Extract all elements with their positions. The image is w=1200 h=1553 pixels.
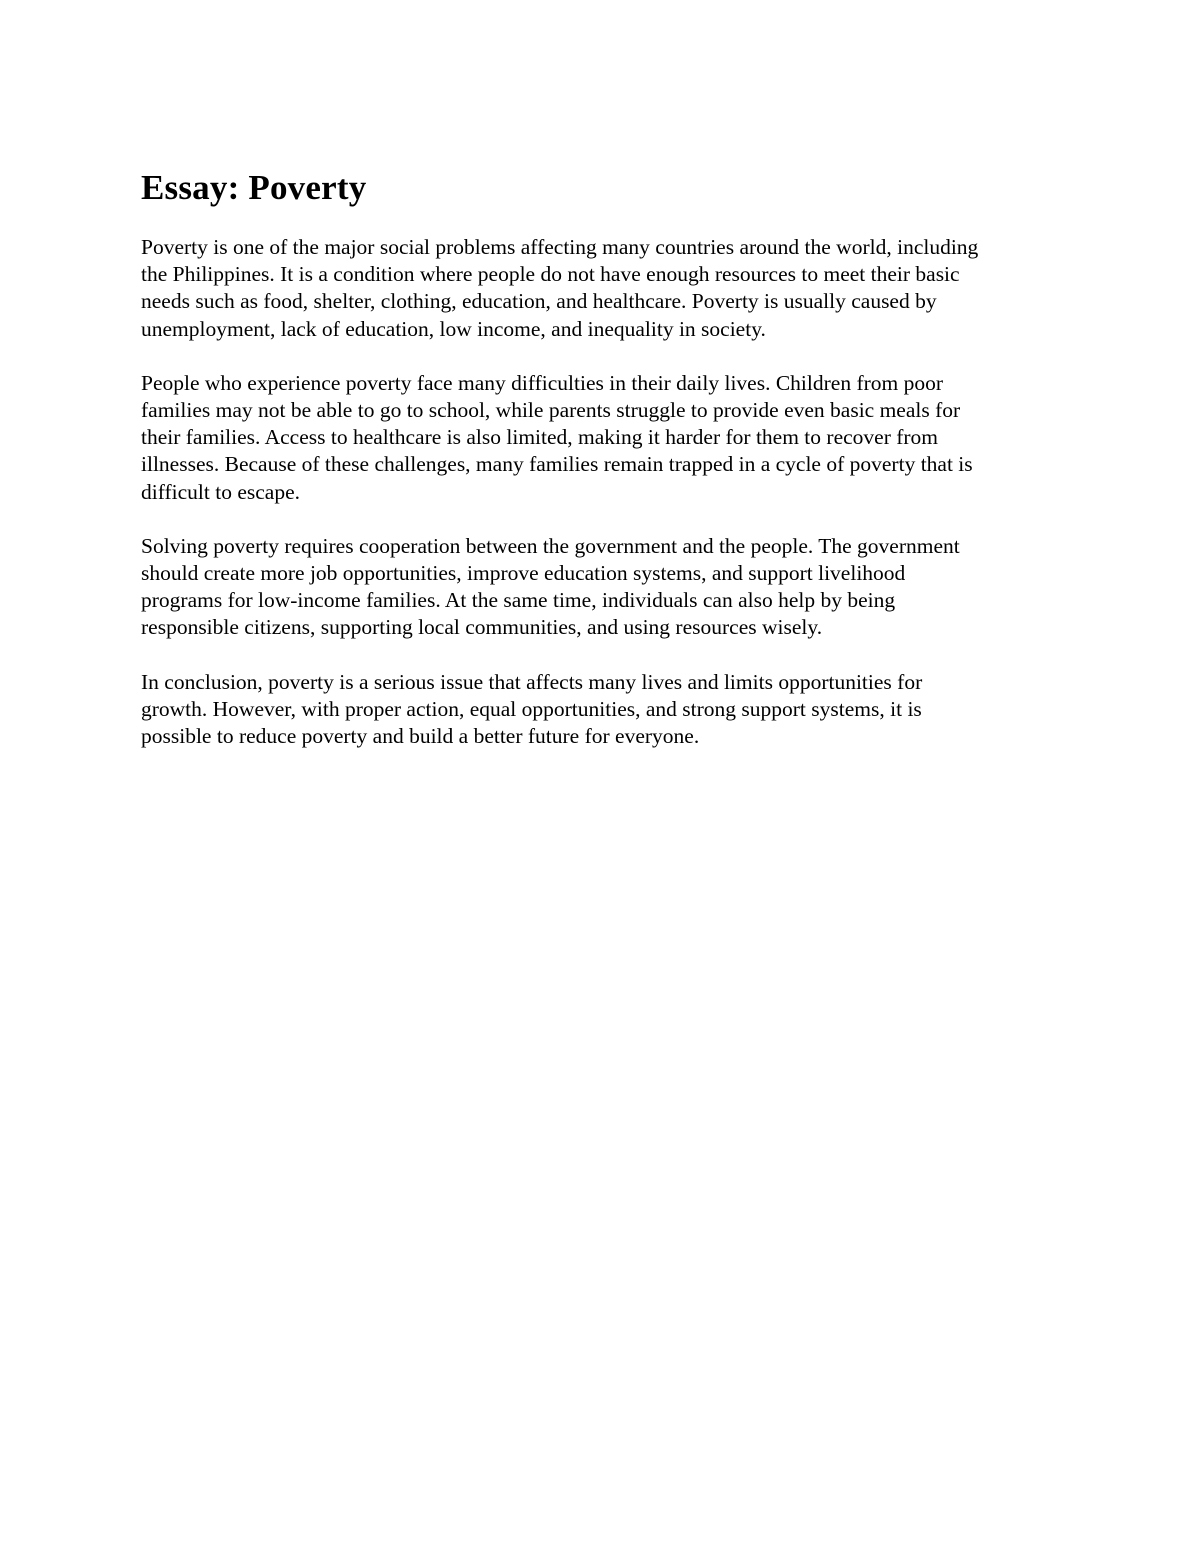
- text-line: Poverty is one of the major social problems affecting many countries around the world, including: [141, 235, 979, 259]
- text-line: families may not be able to go to school, while parents struggle to provide even basic meals for: [141, 398, 961, 423]
- document-body: [141, 168, 1066, 777]
- text-line: should create more job opportunities, improve education systems, and support livelihood: [141, 561, 906, 586]
- text-line: illnesses. Because of these challenges, many families remain trapped in a cycle of poverty that is: [141, 452, 973, 477]
- paragraph-introduction: [141, 234, 1066, 343]
- text-line: In conclusion, poverty is a serious issue that affects many lives and limits opportunities for: [141, 669, 923, 694]
- text-line: programs for low-income families. At the same time, individuals can also help by being: [141, 588, 896, 613]
- paragraph-difficulties: [141, 370, 1066, 506]
- text-line: needs such as food, shelter, clothing, education, and healthcare. Poverty is usually caused by: [141, 289, 937, 314]
- paragraph-solutions: [141, 533, 1066, 642]
- text-line: People who experience poverty face many difficulties in their daily lives. Children from poor: [141, 370, 944, 395]
- text-line: difficult to escape.: [141, 479, 301, 504]
- text-line: possible to reduce poverty and build a better future for everyone.: [141, 724, 700, 749]
- text-line: responsible citizens, supporting local communities, and using resources wisely.: [141, 615, 823, 640]
- text-line: their families. Access to healthcare is also limited, making it harder for them to recover from: [141, 425, 939, 450]
- text-line: growth. However, with proper action, equal opportunities, and strong support systems, it is: [141, 696, 922, 721]
- document-title: Essay: Poverty: [141, 168, 367, 207]
- text-line: the Philippines. It is a condition where people do not have enough resources to meet their basic: [141, 262, 960, 287]
- text-line: Solving poverty requires cooperation between the government and the people. The government: [141, 533, 960, 558]
- paragraph-conclusion: [141, 669, 1066, 751]
- text-line: unemployment, lack of education, low income, and inequality in society.: [141, 316, 766, 341]
